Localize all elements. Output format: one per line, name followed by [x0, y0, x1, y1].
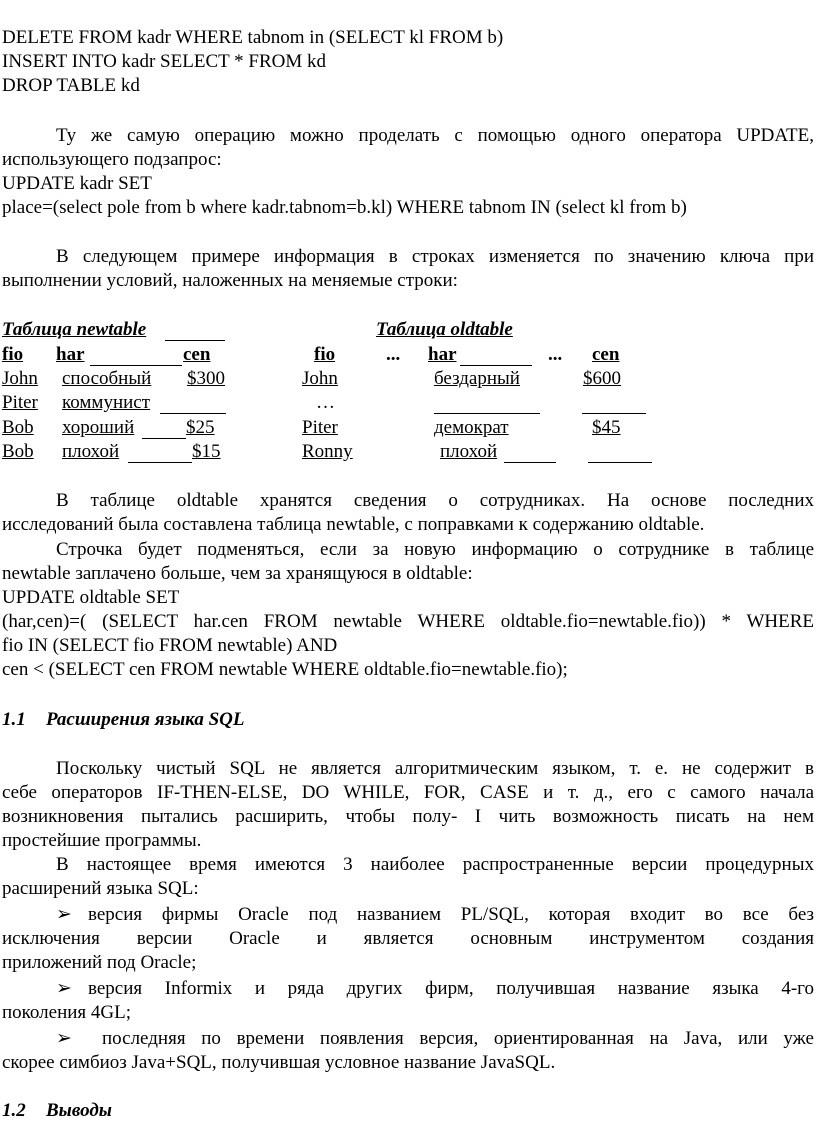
table-cell: коммунист — [62, 392, 151, 413]
sql-line: DELETE FROM kadr WHERE tabnom in (SELECT kl FROM b) — [2, 27, 504, 48]
cell-underline — [142, 438, 186, 439]
table-cell: $25 — [186, 417, 215, 438]
table-header: ... — [386, 344, 401, 365]
table-cell: $600 — [583, 368, 621, 389]
table-cell: демократ — [434, 417, 509, 438]
table-header: ... — [548, 344, 563, 365]
table-cell: Bob — [2, 417, 34, 438]
paragraph-line: В таблице oldtable хранятся сведения о сотрудниках. На основе последних — [56, 490, 814, 511]
cell-underline — [588, 462, 652, 463]
section-title: Выводы — [46, 1100, 112, 1121]
arrow-bullet-icon: ➢ — [56, 1028, 72, 1049]
paragraph-line: Ту же самую операцию можно проделать с помощью одного оператора UPDATE, — [56, 125, 814, 146]
paragraph-line: использующего подзапрос: — [2, 149, 222, 170]
table-cell: хороший — [62, 417, 135, 438]
oldtable-title: Таблица oldtable — [376, 319, 513, 340]
sql-line: UPDATE oldtable SET — [2, 587, 180, 608]
table-cell: Ronny — [302, 441, 353, 462]
table-cell: плохой — [62, 441, 120, 462]
arrow-bullet-icon: ➢ — [56, 978, 72, 999]
cell-underline — [128, 462, 192, 463]
sql-line: place=(select pole from b where kadr.tabnom=b.kl) WHERE tabnom IN (select kl from b) — [2, 197, 687, 218]
table-header: har — [428, 344, 457, 365]
list-item-line: приложений под Oracle; — [2, 952, 197, 973]
table-header: fio — [314, 344, 336, 365]
newtable-title: Таблица newtable — [2, 319, 147, 340]
list-item — [2, 903, 814, 975]
list-item-line: исключения версии Oracle и является основным инструментом создания — [2, 928, 814, 949]
paragraph-line: Поскольку чистый SQL не является алгоритмическим языком, т. е. не содержит в — [56, 758, 814, 779]
list-item-line: последняя по времени появления версия, ориентированная на Java, или уже — [102, 1028, 814, 1049]
table-header: har — [56, 344, 85, 365]
section-title: Расширения языка SQL — [46, 709, 245, 730]
table-cell: способный — [62, 368, 152, 389]
table-cell: $15 — [192, 441, 221, 462]
table-header: fio — [2, 344, 24, 365]
list-item — [2, 1027, 814, 1075]
section-heading — [2, 1099, 112, 1123]
sql-line: (har,cen)=( (SELECT har.cen FROM newtable WHERE oldtable.fio=newtable.fio)) * WHERE — [2, 611, 814, 632]
header-underline — [460, 365, 532, 366]
cell-underline — [582, 413, 646, 414]
table-cell: John — [302, 368, 338, 389]
list-item-line: скорее симбиоз Java+SQL, получившая условное название JavaSQL. — [2, 1052, 556, 1073]
table-header: cen — [592, 344, 620, 365]
list-item-line: поколения 4GL; — [2, 1002, 132, 1023]
paragraph-line: newtable заплачено больше, чем за хранящуюся в oldtable: — [2, 563, 473, 584]
list-item-line: версия фирмы Oracle под названием PL/SQL, которая входит во все без — [88, 904, 814, 925]
paragraph-line: В настоящее время имеются 3 наиболее распространенные версии процедурных — [56, 854, 814, 875]
section-heading — [2, 708, 244, 732]
table-cell: Piter — [2, 392, 38, 413]
table-cell: … — [316, 392, 335, 413]
paragraph-line: выполнении условий, наложенных на меняемые строки: — [2, 270, 458, 291]
header-underline — [90, 365, 182, 366]
table-cell: $45 — [592, 417, 621, 438]
sql-line: DROP TABLE kd — [2, 75, 140, 96]
table-cell: Bob — [2, 441, 34, 462]
table-cell: John — [2, 368, 38, 389]
table-cell: бездарный — [434, 368, 520, 389]
sql-line: fio IN (SELECT fio FROM newtable) AND — [2, 635, 338, 656]
table-cell: плохой — [440, 441, 498, 462]
list-item-line: версия Informix и ряда других фирм, получившая название языка 4-го — [88, 978, 814, 999]
paragraph-line: исследований была составлена таблица newtable, с поправками к содержанию oldtable. — [2, 514, 705, 535]
cell-underline — [434, 413, 540, 414]
paragraph-line: Строчка будет подменяться, если за новую информацию о сотруднике в таблице — [56, 539, 814, 560]
sql-line: cen < (SELECT cen FROM newtable WHERE oldtable.fio=newtable.fio); — [2, 659, 568, 680]
table-cell: $300 — [187, 368, 225, 389]
paragraph-line: расширений языка SQL: — [2, 878, 199, 899]
cell-underline — [160, 413, 226, 414]
table-header: cen — [183, 344, 211, 365]
title-underline — [165, 340, 225, 341]
paragraph-line: возникновения пытались расширить, чтобы полу- I чить возможность писать на нем — [2, 806, 814, 827]
sql-line: INSERT INTO kadr SELECT * FROM kd — [2, 51, 326, 72]
sql-line: UPDATE kadr SET — [2, 173, 152, 194]
list-item — [2, 977, 814, 1025]
paragraph-line: себе операторов IF-THEN-ELSE, DO WHILE, FOR, CASE и т. д., его с самого начала — [2, 782, 814, 803]
paragraph-line: В следующем примере информация в строках изменяется по значению ключа при — [56, 246, 814, 267]
paragraph-line: простейшие программы. — [2, 830, 202, 851]
arrow-bullet-icon: ➢ — [56, 904, 72, 925]
section-number: 1.1 — [2, 709, 26, 730]
section-number: 1.2 — [2, 1100, 26, 1121]
table-cell: Piter — [302, 417, 338, 438]
cell-underline — [504, 462, 556, 463]
